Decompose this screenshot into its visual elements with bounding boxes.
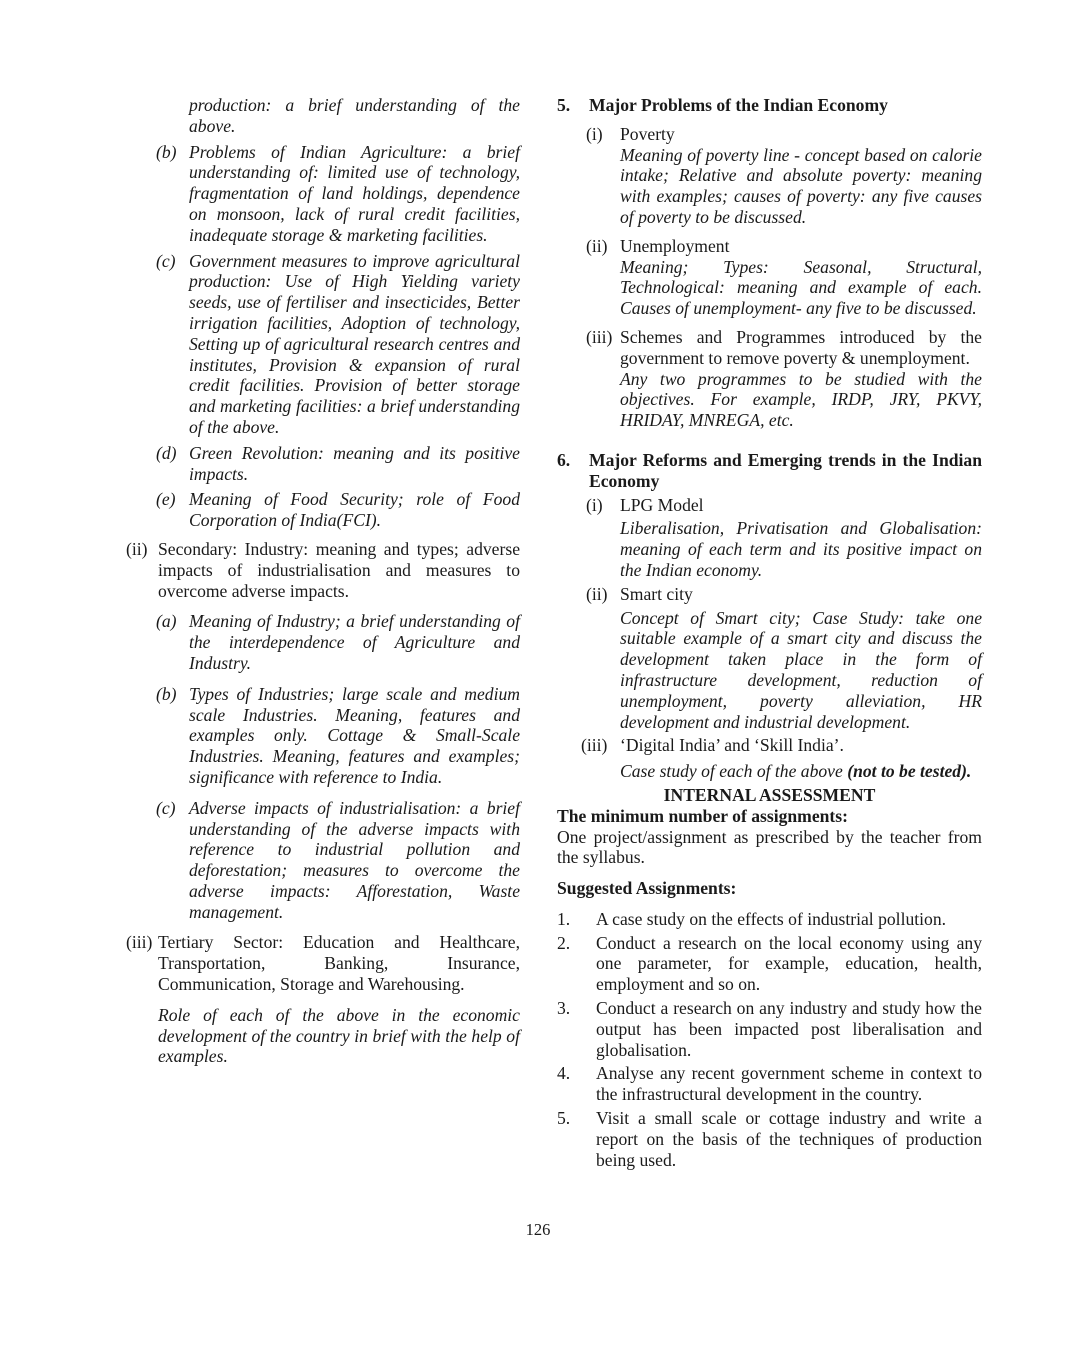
primary-sub-list xyxy=(126,142,520,531)
section-5-heading xyxy=(557,95,982,116)
item-label: (ii) xyxy=(586,235,608,256)
assignment-text: Conduct a research on any industry and study how the output has been impacted post liberalisation and globalisation. xyxy=(596,998,982,1060)
secondary-sub-a xyxy=(156,611,520,673)
assignment-number: 5. xyxy=(557,1108,571,1129)
item-text: Tertiary Sector: Education and Healthcare, Transportation, Banking, Insurance, Communication, Storage and Warehousing. xyxy=(158,932,520,995)
sub-text: Meaning of Food Security; role of Food Corporation of India(FCI). xyxy=(189,489,520,531)
s5-item-poverty xyxy=(586,124,982,145)
sub-text: Problems of Indian Agriculture: a brief understanding of: limited use of technology, fragmentation of land holdings, dependence on monsoon, lack of rural credit facilities, inadequate storage & marketing facilities. xyxy=(189,141,520,245)
sub-label: (b) xyxy=(156,141,177,162)
secondary-sub-list xyxy=(126,611,520,922)
secondary-sub-c xyxy=(156,798,520,923)
assignment-item xyxy=(557,998,982,1060)
s5-item-poverty-body: Meaning of poverty line - concept based on calorie intake; Relative and absolute poverty: meaning with examples; causes of poverty: any five causes of poverty to be discussed. xyxy=(620,144,982,227)
s5-item-unemployment-body: Meaning; Types: Seasonal, Structural, Technological: meaning and example of each. Causes of unemployment- any five to be discussed. xyxy=(620,256,982,319)
item-label: (i) xyxy=(586,494,603,515)
item-label: (ii) xyxy=(586,583,608,604)
sub-text: Government measures to improve agricultural production: Use of High Yielding variety seeds, use of fertiliser and insecticides, Better irrigation facilities, Adoption of technology, Setting up of agricultural research centres and institutes, Provision & expansion of rural credit facilities. Provision of better storage and marketing facilities: a brief understanding of the above. xyxy=(189,250,520,437)
item-title: LPG Model xyxy=(620,494,704,515)
tertiary-note: Role of each of the above in the economic development of the country in brief with the help of examples. xyxy=(158,1004,520,1067)
assignment-text: Conduct a research on the local economy using any one parameter, for example, education, health, employment and so on. xyxy=(596,932,982,995)
section-title: Major Problems of the Indian Economy xyxy=(589,95,888,115)
min-assignments-text: One project/assignment as prescribed by the teacher from the syllabus. xyxy=(557,826,982,868)
sub-label: (d) xyxy=(156,442,177,463)
item-label: (iii) xyxy=(586,326,613,347)
item-title: Unemployment xyxy=(620,235,730,256)
sub-text: Adverse impacts of industrialisation: a brief understanding of the adverse impacts with reference to industrial pollution and deforestation; measures to overcome the adverse impacts: Afforestation, Waste management. xyxy=(189,797,520,922)
item-label: (iii) xyxy=(581,735,608,756)
assignment-text: A case study on the effects of industrial pollution. xyxy=(596,908,947,929)
sub-label: (c) xyxy=(156,797,176,818)
s6-item-lpg xyxy=(586,495,982,516)
section-title: Major Reforms and Emerging trends in the Indian Economy xyxy=(589,449,982,491)
primary-sector-continued: production: a brief understanding of the above. xyxy=(189,95,520,136)
item-title: ‘Digital India’ and ‘Skill India’. xyxy=(620,735,844,756)
assignment-item xyxy=(557,1108,982,1170)
s6-item-digital-india-body xyxy=(620,761,982,782)
s5-item-schemes-body: Any two programmes to be studied with the objectives. For example, IRDP, JRY, PKVY, HRIDAY, MNREGA, etc. xyxy=(620,368,982,431)
item-label: (i) xyxy=(586,123,603,144)
item-title: Poverty xyxy=(620,123,675,144)
not-tested-note: (not to be tested). xyxy=(847,761,972,782)
sub-text: Green Revolution: meaning and its positive impacts. xyxy=(189,442,520,484)
item-label: (ii) xyxy=(126,538,148,559)
s6-item-lpg-body: Liberalisation, Privatisation and Globalisation: meaning of each term and its positive impact on the Indian economy. xyxy=(620,518,982,580)
assignment-number: 3. xyxy=(557,998,571,1019)
sub-label: (a) xyxy=(156,611,177,632)
assignment-text: Analyse any recent government scheme in context to the infrastructural development in the country. xyxy=(596,1063,982,1105)
secondary-sector-item xyxy=(126,539,520,601)
item-title: Smart city xyxy=(620,583,693,604)
internal-assessment-heading: INTERNAL ASSESSMENT xyxy=(663,784,876,805)
right-column xyxy=(557,95,982,1173)
assignment-item xyxy=(557,909,982,930)
page-number: 126 xyxy=(525,1220,551,1239)
s5-item-schemes xyxy=(586,327,982,369)
sub-label: (b) xyxy=(156,683,177,704)
s6-item-digital-india xyxy=(581,735,982,756)
assignment-number: 4. xyxy=(557,1063,571,1084)
tertiary-sector-item xyxy=(126,932,520,994)
left-column xyxy=(126,95,520,1067)
sub-label: (c) xyxy=(156,250,176,271)
sub-text: Meaning of Industry; a brief understanding of the interdependence of Agriculture and Industry. xyxy=(189,611,520,673)
item-text: Secondary: Industry: meaning and types; adverse impacts of industrialisation and measures to overcome adverse impacts. xyxy=(158,538,520,601)
assignment-number: 1. xyxy=(557,908,571,929)
item-title: Schemes and Programmes introduced by the government to remove poverty & unemployment. xyxy=(620,326,982,368)
assignment-item xyxy=(557,1063,982,1105)
section-number: 6. xyxy=(557,449,571,470)
primary-sub-c xyxy=(156,251,520,438)
primary-sub-e xyxy=(156,489,520,531)
section-6-heading xyxy=(557,450,982,492)
s6-item-smart-city xyxy=(586,584,982,605)
item-label: (iii) xyxy=(126,932,153,953)
secondary-sub-b xyxy=(156,684,520,788)
sub-label: (e) xyxy=(156,489,176,510)
primary-sub-b xyxy=(156,142,520,246)
section-number: 5. xyxy=(557,95,571,115)
sub-text: Types of Industries; large scale and medium scale Industries. Meaning, features and examples only. Cottage & Small-Scale Industries. Meaning, features and examples; significance with reference to India. xyxy=(189,683,520,787)
assignment-text: Visit a small scale or cottage industry and write a report on the basis of the techniques of production being used. xyxy=(596,1108,982,1170)
suggested-assignments-heading: Suggested Assignments: xyxy=(557,878,737,899)
min-assignments-heading: The minimum number of assignments: xyxy=(557,805,848,826)
s5-item-unemployment xyxy=(586,236,982,257)
primary-sub-d xyxy=(156,443,520,485)
assignment-list xyxy=(557,909,982,1171)
s6-item-smart-city-body: Concept of Smart city; Case Study: take one suitable example of a smart city and discuss the development taken place in the form of infrastructure development, reduction of unemployment, poverty alleviation, HR development and industrial development. xyxy=(620,607,982,732)
assignment-number: 2. xyxy=(557,932,571,953)
case-study-text: Case study of each of the above xyxy=(620,761,843,782)
assignment-item xyxy=(557,933,982,995)
